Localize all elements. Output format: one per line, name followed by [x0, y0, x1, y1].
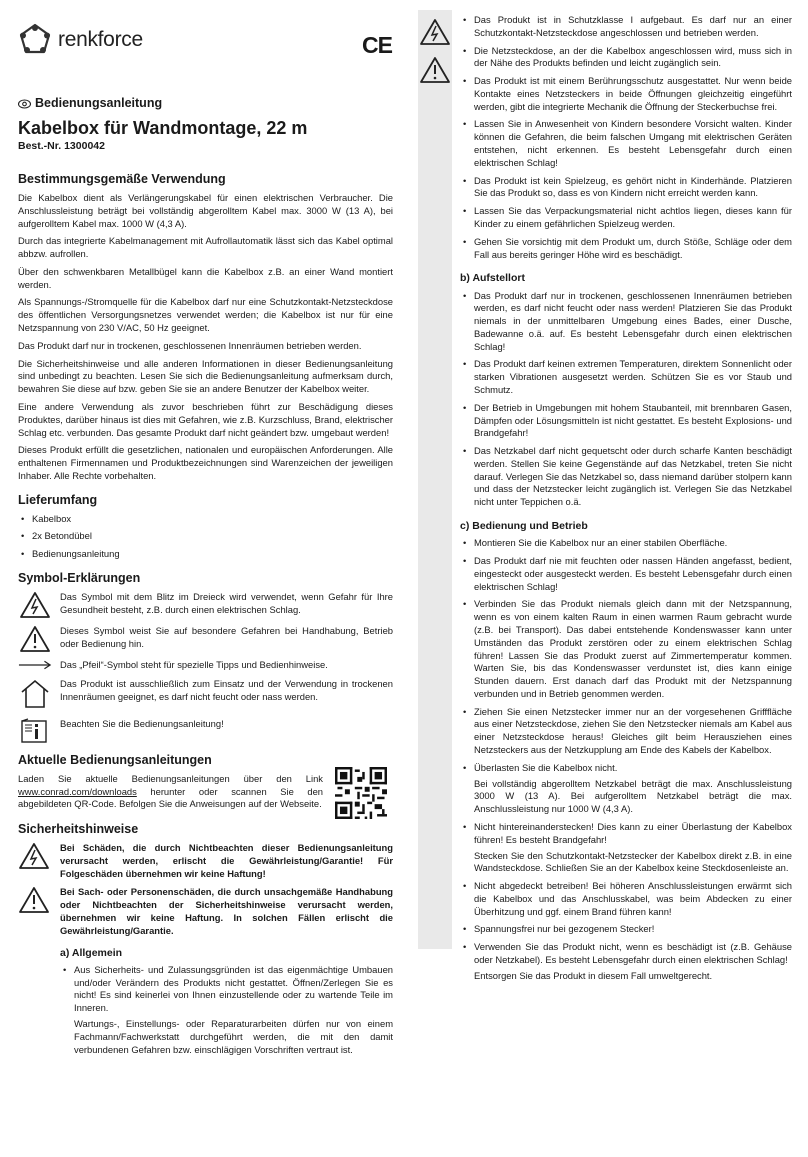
list-item: • Verwenden Sie das Produkt nicht, wenn es beschädigt ist (z.B. Gehäuse oder Netzkabel). Es besteht Lebensgefahr durch einen elektrischen Schlag!: [460, 941, 792, 967]
ce-mark: CE: [362, 32, 392, 58]
exclamation-triangle-icon: [19, 625, 51, 653]
delivery-list: [18, 513, 393, 561]
symbol-row: [18, 591, 393, 619]
exclamation-triangle-icon: [18, 886, 50, 914]
operation-heading: c) Bedienung und Betrieb: [460, 520, 588, 533]
symbol-row: [18, 678, 393, 710]
warning-block: [18, 842, 393, 880]
order-number: Best.-Nr. 1300042: [18, 140, 105, 152]
symbol-text: Das Produkt ist ausschließlich zum Einsatz und der Verwendung in trockenen Innenräumen geeignet, es darf nicht feucht oder nass werden.: [60, 677, 393, 702]
right-column: [460, 14, 792, 988]
current-manuals-text: Laden Sie aktuelle Bedienungsanleitungen über den Link www.conrad.com/downloads herunter oder scannen Sie den abgebildeten QR-Code. Befolgen Sie die Anweisungen auf der Webseite.: [18, 772, 323, 810]
downloads-link[interactable]: www.conrad.com/downloads: [18, 785, 137, 797]
eye-icon: [18, 99, 31, 109]
list-item: • Überlasten Sie die Kabelbox nicht.: [460, 762, 792, 775]
lightning-triangle-icon: [19, 591, 51, 619]
left-column: [18, 162, 393, 1061]
general-sub: Wartungs-, Einstellungs- oder Reparaturarbeiten dürfen nur von einem Fachmann/Fachwerkstatt durchgeführt werden, die mit den damit verbundenen Gefahren bzw. einschlägigen Vorschriften vertraut ist.: [74, 1017, 393, 1055]
warning-text: Bei Sach- oder Personenschäden, die durch unsachgemäße Handhabung oder Nichtbeachten der Sicherheitshinweise verursacht werden, übernehmen wir keine Haftung. In solchen Fällen erlischt die Gewährleistung/Garantie.: [60, 886, 393, 936]
list-item: • Das Produkt ist kein Spielzeug, es gehört nicht in Kinderhände. Platzieren Sie das Produkt so, dass es von Kindern nicht erreicht werden kann.: [460, 175, 792, 201]
brand-name: renkforce: [58, 27, 143, 51]
list-item: • Lassen Sie in Anwesenheit von Kindern besondere Vorsicht walten. Kinder können die Gefahren, die beim falschen Umgang mit elektrischen Geräten entstehen, nicht erkennen. Es besteht Lebensgefahr durch einen elektrischen Schlag!: [460, 118, 792, 169]
list-item: • Das Netzkabel darf nicht gequetscht oder durch scharfe Kanten beschädigt werden. Stellen Sie keine Gegenstände auf das Netzkabel, treten Sie nicht darauf. Verlegen Sie das Netzkabel so, dass niemand darüber stolpern kann und dass der Netzstecker leicht zugänglich ist. Verlegen Sie das Netzkabel nicht unter Teppichen o.ä.: [460, 445, 792, 509]
list-item: • Nicht abgedeckt betreiben! Bei höheren Anschlussleistungen erwärmt sich die Kabelbox und das Anschlusskabel, was beim Abdecken zu einer Überhitzung und ggf. einem Brand führen kann!: [460, 880, 792, 918]
read-manual-icon: [20, 718, 50, 744]
list-item: • Bedienungsanleitung: [18, 548, 393, 561]
lightning-triangle-icon: [419, 18, 451, 46]
safety-heading: Sicherheitshinweise: [18, 822, 139, 837]
list-item: • Montieren Sie die Kabelbox nur an einer stabilen Oberfläche.: [460, 537, 792, 550]
intended-use-p5: Das Produkt darf nur in trockenen, geschlossenen Innenräumen betrieben werden.: [18, 339, 362, 351]
list-item: • Gehen Sie vorsichtig mit dem Produkt um, durch Stöße, Schläge oder dem Fall aus bereits geringer Höhe wird es beschädigt.: [460, 236, 792, 262]
exclamation-triangle-icon: [419, 56, 451, 84]
symbol-text: Dieses Symbol weist Sie auf besondere Gefahren bei Handhabung, Betrieb oder Bedienung hin.: [60, 624, 393, 649]
current-manuals-heading: Aktuelle Bedienungsanleitungen: [18, 752, 212, 767]
operation-sub: Stecken Sie den Schutzkontakt-Netzstecker der Kabelbox direkt z.B. in eine Wandsteckdose. Schließen Sie an der Kabelbox keine Steckdosenleiste an.: [474, 849, 792, 874]
house-icon: [19, 678, 51, 710]
intended-use-p3: Über den schwenkbaren Metallbügel kann die Kabelbox z.B. an einer Wand montiert werden.: [18, 265, 393, 290]
warning-sidebar: [418, 10, 452, 949]
symbol-text: Das „Pfeil“-Symbol steht für spezielle Tipps und Bedienhinweise.: [60, 658, 328, 670]
list-item: • Das Produkt darf keinen extremen Temperaturen, direktem Sonnenlicht oder starken Vibrationen ausgesetzt werden. Schützen Sie es vor Staub und Schmutz.: [460, 358, 792, 396]
intended-use-p4: Als Spannungs-/Stromquelle für die Kabelbox darf nur eine Schutzkontakt-Netzsteckdose des öffentlichen Versorgungsnetzes verwendet werden; die Kabelbox ist nur für eine Netzspannung von 230 V/AC, 50 Hz geeignet.: [18, 296, 393, 334]
intended-use-heading: Bestimmungsgemäße Verwendung: [18, 172, 226, 186]
list-item: • 2x Betondübel: [18, 530, 393, 543]
page-title: Kabelbox für Wandmontage, 22 m: [18, 118, 308, 138]
list-item: • Kabelbox: [18, 513, 393, 526]
list-item: • Das Produkt darf nie mit feuchten oder nassen Händen angefasst, bedient, eingesteckt oder ausgesteckt werden. Es besteht Lebensgefahr durch einen elektrischen Schlag!: [460, 555, 792, 593]
list-item: • Spannungsfrei nur bei gezogenem Stecker!: [460, 923, 792, 936]
symbol-text: Beachten Sie die Bedienungsanleitung!: [60, 717, 224, 729]
arrow-icon: [18, 659, 52, 671]
list-item: • Die Netzsteckdose, an der die Kabelbox angeschlossen wird, muss sich in der Nähe des Produkts befinden und leicht zugänglich sein.: [460, 45, 792, 71]
warning-text: Bei Schäden, die durch Nichtbeachten dieser Bedienungsanleitung verursacht werden, erlischt die Gewährleistung/Garantie! Für Folgeschäden übernehmen wir keine Haftung!: [60, 842, 393, 879]
list-item: • Lassen Sie das Verpackungsmaterial nicht achtlos liegen, dieses kann für Kinder zu einem gefährlichen Spielzeug werden.: [460, 205, 792, 231]
symbol-row: [18, 659, 393, 672]
list-item: • Das Produkt ist in Schutzklasse I aufgebaut. Es darf nur an einer Schutzkontakt-Netzsteckdose angeschlossen und betrieben werden.: [460, 14, 792, 40]
intended-use-p8: Dieses Produkt erfüllt die gesetzlichen, nationalen und europäischen Anforderungen. Alle enthaltenen Firmennamen und Produktbezeichnungen sind Warenzeichen der jeweiligen Inhaber. Alle Rechte vorbehalten.: [18, 444, 393, 481]
intended-use-p7: Eine andere Verwendung als zuvor beschrieben führt zur Beschädigung dieses Produktes, darüber hinaus ist dies mit Gefahren, wie z.B. Kurzschluss, Brand, elektrischer Schlag etc. verbunden. Das gesamte Produkt darf nicht geändert bzw. umgebaut werden!: [18, 400, 393, 438]
operation-sub: Bei vollständig abgerolltem Netzkabel beträgt die max. Anschlussleistung 3000 W (13 A). Bei aufgerolltem Netzkabel beträgt die max. Anschlussleistung nur 1000 W (4,3 A).: [474, 777, 792, 815]
symbols-heading: Symbol-Erklärungen: [18, 570, 141, 585]
intended-use-p1: Die Kabelbox dient als Verlängerungskabel für einen elektrischen Verbraucher. Die Anschlussleistung beträgt bei vollständig abgerolltem Kabel max. 3000 W (13 A), bei aufgerolltem Kabel max. 1000 W (4,3 A).: [18, 192, 393, 229]
list-item: • Aus Sicherheits- und Zulassungsgründen ist das eigenmächtige Umbauen und/oder Verändern des Produkts nicht gestattet. Öffnen/Zerlegen Sie es nicht! Es sind keinerlei von Ihnen einzustellende oder zu wartende Teile im Inneren.: [60, 964, 393, 1015]
delivery-heading: Lieferumfang: [18, 492, 98, 507]
location-heading: b) Aufstellort: [460, 272, 525, 285]
general-heading: a) Allgemein: [60, 946, 123, 959]
general-section: [18, 946, 393, 1057]
list-item: • Verbinden Sie das Produkt niemals gleich dann mit der Netzspannung, wenn es von einem kalten Raum in einen warmen Raum gebracht wurde (z.B. bei Transport). Das dabei entstehende Kondenswasser kann unter Umständen das Produkt zerstören oder zu einem elektrischen Schlag führen! Lassen Sie das Produkt zuerst auf Zimmertemperatur kommen. Warten Sie, bis das Kondenswasser verdunstet ist, dies kann einige Stunden dauern. Erst danach darf das Produkt mit der Netzspannung verbunden und in Betrieb genommen werden.: [460, 598, 792, 700]
symbol-text: Das Symbol mit dem Blitz im Dreieck wird verwendet, wenn Gefahr für Ihre Gesundheit besteht, z.B. durch einen elektrischen Schlag.: [60, 590, 393, 615]
list-item: • Das Produkt darf nur in trockenen, geschlossenen Innenräumen betrieben werden, es darf nicht feucht oder nass werden! Platzieren Sie das Produkt niemals in der unmittelbaren Umgebung eines Bades, einer Dusche, Badewanne o.ä. auf. Es besteht Lebensgefahr durch einen elektrischen Schlag!: [460, 290, 792, 354]
operation-sub: Entsorgen Sie das Produkt in diesem Fall umweltgerecht.: [474, 969, 713, 981]
symbol-row: [18, 718, 393, 744]
symbol-row: [18, 625, 393, 653]
intended-use-p2: Durch das integrierte Kabelmanagement mit Aufrollautomatik lässt sich das Kabel optimal abbzw. aufrollen.: [18, 235, 393, 260]
list-item: • Der Betrieb in Umgebungen mit hohem Staubanteil, mit brennbaren Gasen, Dämpfen oder Lösungsmitteln ist nicht gestattet. Es besteht Explosions- und Brandgefahr!: [460, 402, 792, 440]
list-item: • Nicht hintereinanderstecken! Dies kann zu einer Überlastung der Kabelbox führen! Es besteht Brandgefahr!: [460, 821, 792, 847]
list-item: • Ziehen Sie einen Netzstecker immer nur an der vorgesehenen Grifffläche aus einer Netzsteckdose, ziehen Sie den Netzstecker niemals am Kabel aus einer Netzsteckdose heraus! Gleiches gilt beim Herausziehen eines Netzsteckers aus der Netzkupplung am Ende des Kabels der Kabelbox.: [460, 706, 792, 757]
brand-logo: [18, 22, 143, 58]
renkforce-logo-icon: [18, 23, 52, 57]
warning-block: [18, 886, 393, 937]
intended-use-p6: Die Sicherheitshinweise und alle anderen Informationen in dieser Bedienungsanleitung sind unbedingt zu beachten. Lesen Sie sich die Bedienungsanleitung aufmerksam durch, bewahren Sie diese auf bzw. geben Sie sie an andere Benutzer der Kabelbox weiter.: [18, 357, 393, 395]
manual-label: [18, 95, 162, 112]
list-item: • Das Produkt ist mit einem Berührungsschutz ausgestattet. Nur wenn beide Kontakte eines Netzsteckers in beide Öffnungen gleichzeitig eingeführt werden, gibt die integrierte Mechanik die Öffnung der Steckerbuchse frei.: [460, 75, 792, 113]
manual-label-text: Bedienungsanleitung: [35, 96, 163, 110]
lightning-triangle-icon: [18, 842, 50, 870]
qr-code-icon: [335, 767, 387, 819]
